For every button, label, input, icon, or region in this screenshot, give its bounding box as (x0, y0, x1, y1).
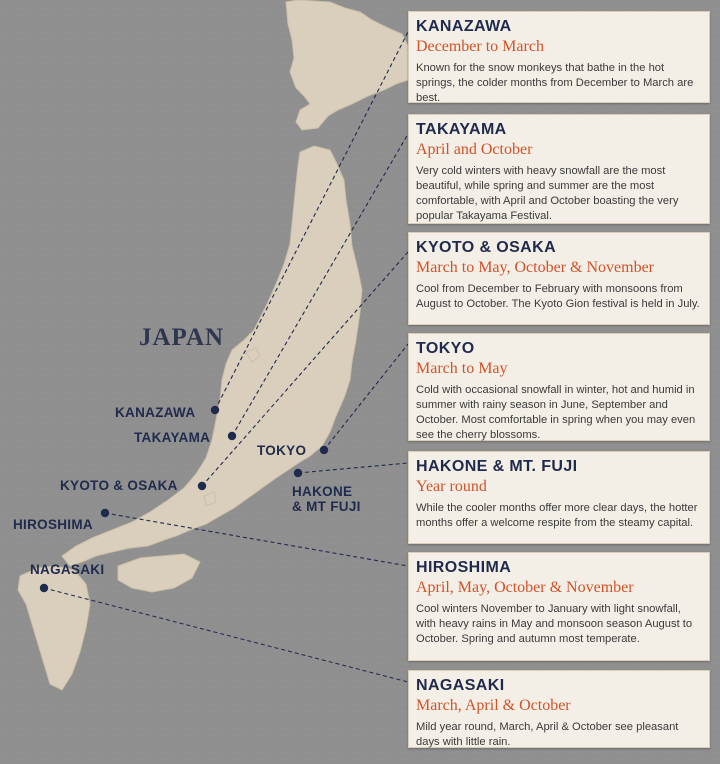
card-description: Known for the snow monkeys that bathe in the hot springs, the colder months from December to March are best. (416, 62, 694, 104)
destination-card-takayama (408, 114, 710, 224)
card-title: KYOTO & OSAKA (416, 239, 557, 256)
destination-card-tokyo (408, 333, 710, 441)
map-label-hakone-line1: HAKONE (292, 484, 353, 499)
pin-kanazawa[interactable] (211, 406, 219, 414)
card-season: March, April & October (416, 697, 571, 714)
card-description: Cool winters November to January with light snowfall, with heavy rains in May and monsoon season August to October. Spring and autumn most temperate. (416, 603, 693, 645)
pin-kyoto-osaka[interactable] (198, 482, 206, 490)
map-label-kanazawa: KANAZAWA (115, 405, 196, 420)
map-label-hakone (292, 484, 361, 514)
map-label-kyoto-osaka: KYOTO & OSAKA (60, 478, 178, 493)
card-season: April, May, October & November (416, 579, 634, 596)
card-season: April and October (416, 141, 533, 158)
destination-card-kanazawa (408, 11, 710, 103)
map-label-hiroshima: HIROSHIMA (13, 517, 93, 532)
card-title: TAKAYAMA (416, 121, 507, 138)
card-title: TOKYO (416, 340, 475, 357)
card-season: Year round (416, 478, 487, 495)
destination-card-hakone (408, 451, 710, 544)
pin-hiroshima[interactable] (101, 509, 109, 517)
pin-hakone[interactable] (294, 469, 302, 477)
card-season: March to May, October & November (416, 259, 654, 276)
destination-card-hiroshima (408, 552, 710, 661)
pin-takayama[interactable] (228, 432, 236, 440)
pin-tokyo[interactable] (320, 446, 328, 454)
map-label-takayama: TAKAYAMA (134, 430, 211, 445)
map-label-tokyo: TOKYO (257, 443, 307, 458)
country-label: JAPAN (139, 324, 225, 351)
card-season: March to May (416, 360, 508, 377)
map-label-hakone-line2: & MT FUJI (292, 499, 361, 514)
pin-nagasaki[interactable] (40, 584, 48, 592)
card-title: HAKONE & MT. FUJI (416, 458, 578, 475)
card-title: HIROSHIMA (416, 559, 512, 576)
destination-card-nagasaki (408, 670, 710, 748)
card-title: NAGASAKI (416, 677, 505, 694)
card-description: Cold with occasional snowfall in winter, hot and humid in summer with rainy season in June, September and October. Most comfortable in spring when you may even see the cherry blossoms. (416, 384, 696, 441)
card-description: While the cooler months offer more clear days, the hotter months offer a welcome respite from the steamy capital. (416, 502, 698, 529)
map-label-nagasaki: NAGASAKI (30, 562, 105, 577)
card-description: Very cold winters with heavy snowfall are the most beautiful, while spring and summer are the most comfortable, with April and October boasting the very popular Takayama Festival. (416, 165, 679, 222)
card-description: Cool from December to February with monsoons from August to October. The Kyoto Gion festival is held in July. (416, 283, 700, 310)
card-title: KANAZAWA (416, 18, 512, 35)
destination-card-kyoto-osaka (408, 232, 710, 325)
card-season: December to March (416, 38, 544, 55)
card-description: Mild year round, March, April & October see pleasant days with little rain. (416, 721, 679, 748)
